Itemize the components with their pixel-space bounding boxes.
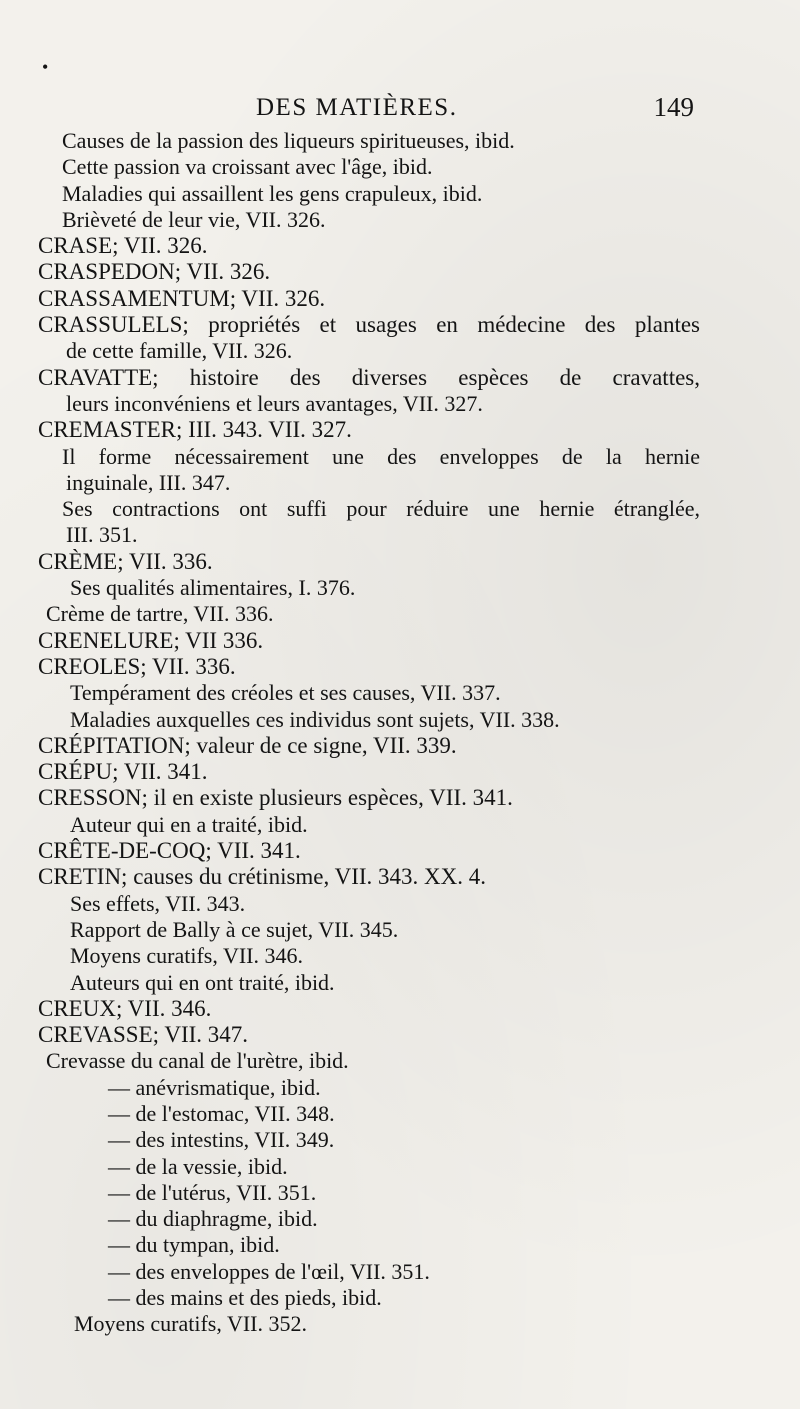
- index-headword: CRETIN; causes du crétinisme, VII. 343. XX. 4.: [38, 864, 486, 890]
- index-line: Ses qualités alimentaires, I. 376.: [70, 575, 356, 601]
- index-line: — des mains et des pieds, ibid.: [108, 1285, 382, 1311]
- index-line: Auteur qui en a traité, ibid.: [70, 811, 308, 837]
- index-headword: CREOLES; VII. 336.: [38, 653, 236, 679]
- margin-mark: •: [42, 57, 49, 77]
- index-line: leurs inconvéniens et leurs avantages, VII. 327.: [66, 390, 483, 416]
- index-headword: CRASE; VII. 326.: [38, 233, 208, 259]
- index-headword: CRÊTE-DE-COQ; VII. 341.: [38, 838, 301, 864]
- index-line: Moyens curatifs, VII. 346.: [70, 943, 303, 969]
- index-line: — anévrismatique, ibid.: [108, 1074, 321, 1100]
- index-headword: CRASPEDON; VII. 326.: [38, 259, 271, 285]
- index-headword: CREMASTER; III. 343. VII. 327.: [38, 417, 352, 443]
- index-line: III. 351.: [66, 522, 138, 548]
- index-headword: CRASSAMENTUM; VII. 326.: [38, 285, 326, 311]
- index-line: — du tympan, ibid.: [108, 1232, 280, 1258]
- index-line: Maladies qui assaillent les gens crapuleux, ibid.: [62, 180, 483, 206]
- index-line: de cette famille, VII. 326.: [66, 338, 293, 364]
- index-line: inguinale, III. 347.: [66, 469, 231, 495]
- index-headword: CRÉPITATION; valeur de ce signe, VII. 339.: [38, 732, 457, 758]
- index-line: — du diaphragme, ibid.: [108, 1206, 318, 1232]
- index-line: Tempérament des créoles et ses causes, VII. 337.: [70, 680, 501, 706]
- index-headword: CREVASSE; VII. 347.: [38, 1022, 249, 1048]
- index-headword: CRÉPU; VII. 341.: [38, 759, 208, 785]
- index-line: — des enveloppes de l'œil, VII. 351.: [108, 1258, 430, 1284]
- index-line: Maladies auxquelles ces individus sont sujets, VII. 338.: [70, 706, 560, 732]
- index-line: — de l'estomac, VII. 348.: [108, 1100, 335, 1126]
- index-line: Ses effets, VII. 343.: [70, 890, 246, 916]
- page-number: 149: [653, 92, 694, 122]
- index-headword: CRASSULELS; propriétés et usages en médecine des plantes: [38, 312, 700, 338]
- index-line: Crème de tartre, VII. 336.: [46, 601, 274, 627]
- index-line: Auteurs qui en ont traité, ibid.: [70, 969, 335, 995]
- index-line: Il forme nécessairement une des enveloppes de la hernie: [62, 443, 700, 469]
- index-line: Rapport de Bally à ce sujet, VII. 345.: [70, 916, 399, 942]
- index-line: — de l'utérus, VII. 351.: [108, 1179, 317, 1205]
- index-headword: CRAVATTE; histoire des diverses espèces de cravattes,: [38, 364, 700, 390]
- index-headword: CRÈME; VII. 336.: [38, 548, 213, 574]
- index-line: Moyens curatifs, VII. 352.: [74, 1311, 307, 1337]
- index-line: Crevasse du canal de l'urètre, ibid.: [46, 1048, 349, 1074]
- index-headword: CRENELURE; VII 336.: [38, 627, 264, 653]
- index-line: Brièveté de leur vie, VII. 326.: [62, 206, 326, 232]
- index-headword: CRESSON; il en existe plusieurs espèces, VII. 341.: [38, 785, 513, 811]
- index-line: — de la vessie, ibid.: [108, 1153, 288, 1179]
- index-headword: CREUX; VII. 346.: [38, 995, 212, 1021]
- index-line: Causes de la passion des liqueurs spiritueuses, ibid.: [62, 128, 515, 153]
- running-head: DES MATIÈRES.: [256, 94, 458, 121]
- index-line: Ses contractions ont suffi pour réduire une hernie étranglée,: [62, 496, 700, 522]
- index-line: Cette passion va croissant avec l'âge, ibid.: [62, 154, 433, 180]
- index-entries: [0, 128, 800, 1338]
- index-line: — des intestins, VII. 349.: [108, 1127, 335, 1153]
